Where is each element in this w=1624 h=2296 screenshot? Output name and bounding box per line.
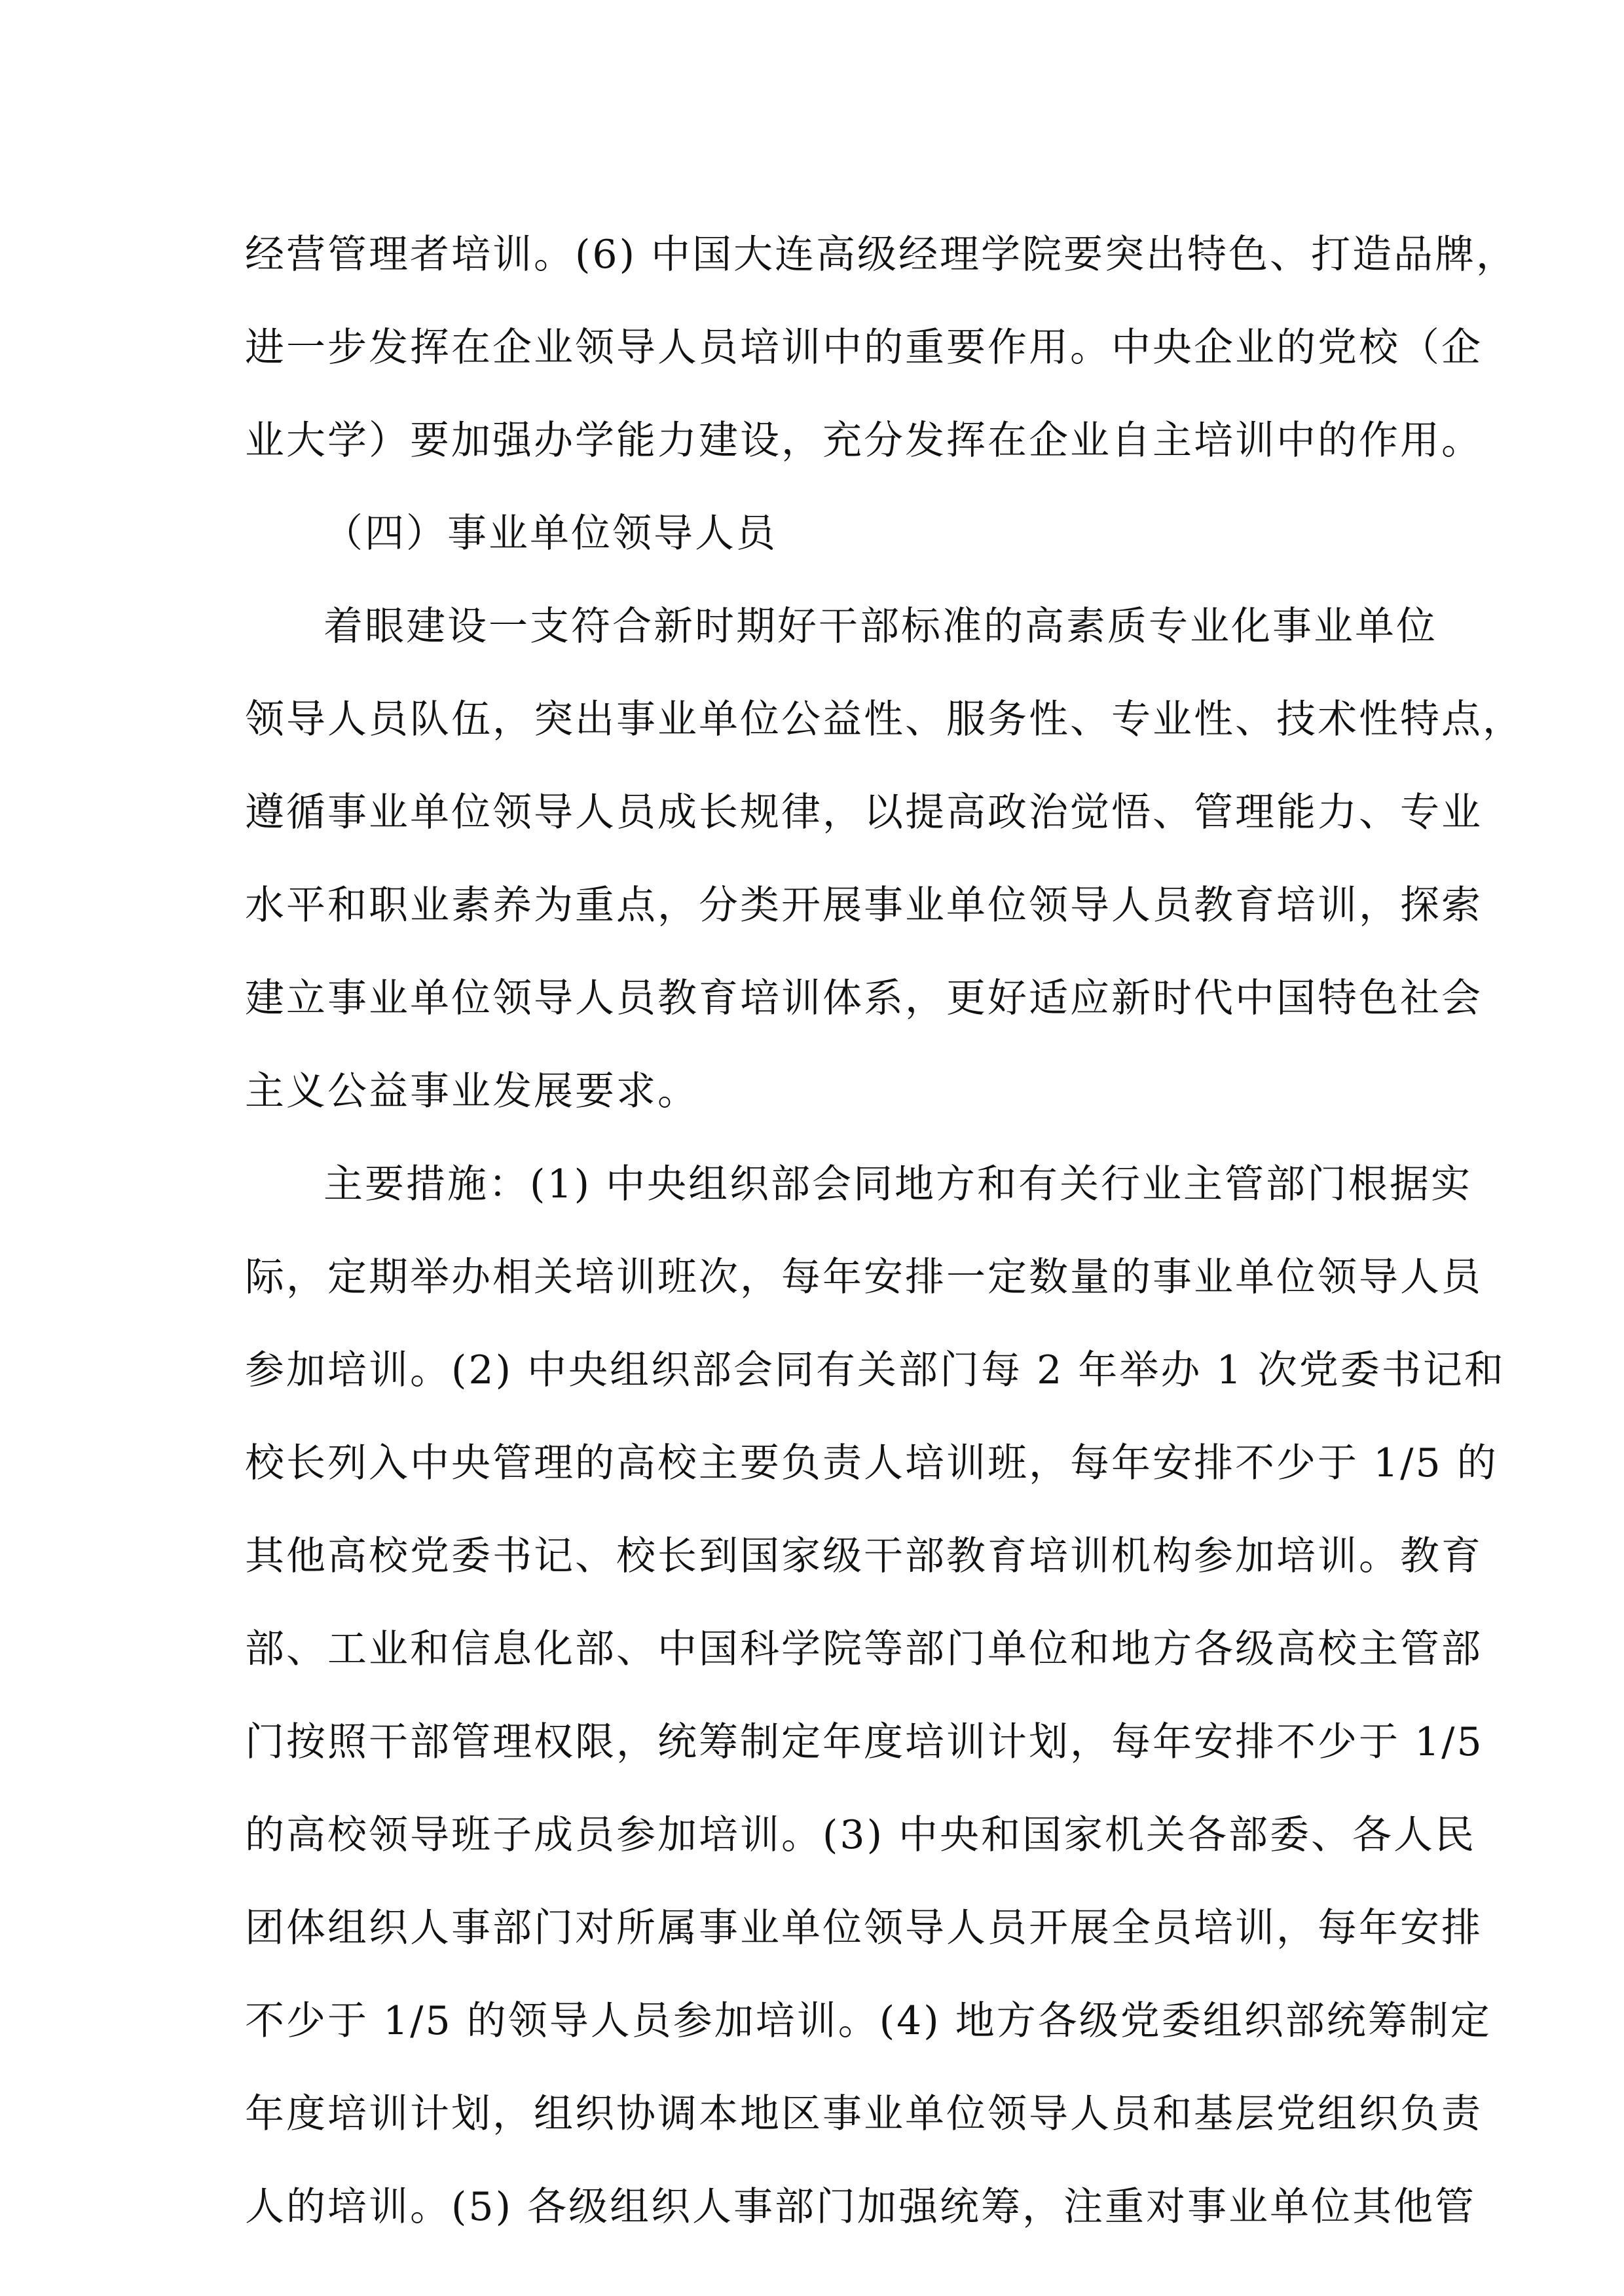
text-line: 水平和职业素养为重点，分类开展事业单位领导人员教育培训，探索 <box>245 883 1483 928</box>
text-line: 际，定期举办相关培训班次，每年安排一定数量的事业单位领导人员 <box>245 1254 1483 1300</box>
text-line: 年度培训计划，组织协调本地区事业单位领导人员和基层党组织负责 <box>245 2091 1483 2137</box>
text-line: 团体组织人事部门对所属事业单位领导人员开展全员培训，每年安排 <box>245 1905 1483 1951</box>
text-line: 领导人员队伍，突出事业单位公益性、服务性、专业性、技术性特点， <box>245 697 1524 742</box>
section-heading: （四）事业单位领导人员 <box>323 511 777 556</box>
text-line: 其他高校党委书记、校长到国家级干部教育培训机构参加培训。教育 <box>245 1533 1483 1579</box>
text-line: 主要措施：(1) 中央组织部会同地方和有关行业主管部门根据实 <box>323 1161 1473 1207</box>
text-line: 的高校领导班子成员参加培训。(3) 中央和国家机关各部委、各人民 <box>245 1812 1477 1858</box>
text-line: 遵循事业单位领导人员成长规律，以提高政治觉悟、管理能力、专业 <box>245 790 1483 835</box>
text-line: 参加培训。(2) 中央组织部会同有关部门每 2 年举办 1 次党委书记和 <box>245 1347 1505 1393</box>
text-line: 业大学）要加强办学能力建设，充分发挥在企业自主培训中的作用。 <box>245 418 1483 464</box>
body-text <box>245 208 1524 2253</box>
text-line: 主义公益事业发展要求。 <box>245 1068 699 1114</box>
text-line: 人的培训。(5) 各级组织人事部门加强统筹，注重对事业单位其他管 <box>245 2184 1477 2230</box>
text-line: 建立事业单位领导人员教育培训体系，更好适应新时代中国特色社会 <box>245 975 1483 1021</box>
text-line: 经营管理者培训。(6) 中国大连高级经理学院要突出特色、打造品牌， <box>245 232 1518 278</box>
text-line: 部、工业和信息化部、中国科学院等部门单位和地方各级高校主管部 <box>245 1626 1483 1672</box>
text-line: 门按照干部管理权限，统筹制定年度培训计划，每年安排不少于 1/5 <box>245 1719 1484 1765</box>
text-line: 进一步发挥在企业领导人员培训中的重要作用。中央企业的党校（企 <box>245 325 1483 371</box>
text-line: 不少于 1/5 的领导人员参加培训。(4) 地方各级党委组织部统筹制定 <box>245 1998 1492 2044</box>
text-line: 着眼建设一支符合新时期好干部标准的高素质专业化事业单位 <box>323 604 1437 649</box>
text-line: 校长列入中央管理的高校主要负责人培训班，每年安排不少于 1/5 的 <box>245 1440 1498 1486</box>
